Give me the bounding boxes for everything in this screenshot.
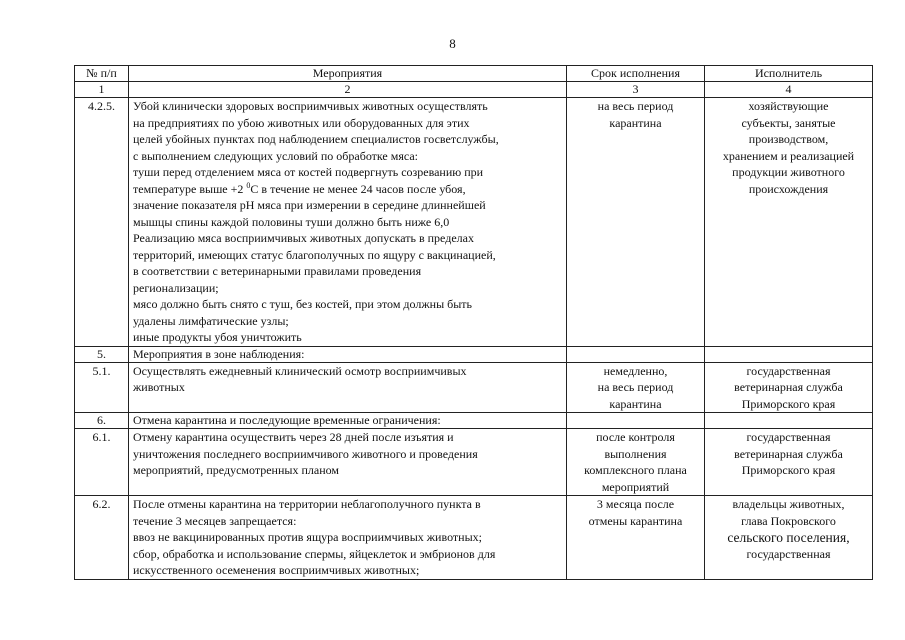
section-number: 6. [75,413,129,429]
empty-cell [567,346,705,362]
executor-line: субъекты, занятые [741,115,836,130]
text-line: животных [133,380,185,394]
row-deadline [567,362,705,413]
section-row [75,413,873,429]
column-number-1: 1 [75,82,129,98]
table-header-row [75,66,873,82]
deadline-line: карантина [609,396,662,411]
text-line: Убой клинически здоровых восприимчивых животных осуществлять [133,99,488,113]
text-line: Отмену карантина осуществить через 28 дней после изъятия и [133,430,454,444]
header-deadline: Срок исполнения [567,66,705,82]
row-number: 5.1. [75,362,129,413]
executor-line: сельского поселения, [727,530,850,545]
row-number: 6.2. [75,496,129,580]
executor-line: продукции животного [732,165,845,179]
text-line: мероприятий, предусмотренных планом [133,463,339,477]
executor-line: ветеринарная служба [734,446,843,461]
text-line: уничтожения последнего восприимчивого животного и проведения [133,446,478,461]
table-row [75,429,873,496]
section-title: Мероприятия в зоне наблюдения: [129,346,567,362]
column-number-4: 4 [705,82,873,98]
temperature-text: температуре выше +2 [133,181,244,196]
text-line: значение показателя pH мяса при измерении в середине длиннейшей [133,198,486,212]
header-number: № п/п [75,66,129,82]
text-line: Реализацию мяса восприимчивых животных допускать в пределах [133,231,474,245]
deadline-line: на весь период [597,380,674,394]
row-deadline [567,496,705,580]
empty-cell [705,346,873,362]
table-row [75,496,873,580]
executor-line: государственная [746,363,831,378]
text-line: Осуществлять ежедневный клинический осмотр восприимчивых [133,363,467,378]
row-measure-text [129,98,567,347]
executor-line: глава Покровского [741,513,836,528]
deadline-line: немедленно, [603,363,668,378]
row-number: 4.2.5. [75,98,129,347]
page-number: 8 [449,36,456,51]
empty-cell [567,413,705,429]
deadline-line: 3 месяца после [596,497,675,511]
row-executor [705,362,873,413]
column-number-2: 2 [129,82,567,98]
row-measure-text [129,496,567,580]
row-executor [705,496,873,580]
degree-superscript: 0 [246,180,251,190]
table-row [75,362,873,413]
text-line: течение 3 месяцев запрещается: [133,513,297,528]
executor-line: государственная [746,430,831,444]
row-measure-text [129,362,567,413]
empty-cell [705,413,873,429]
row-executor [705,98,873,347]
executor-line: происхождения [748,181,829,196]
executor-line: Приморского края [741,396,836,411]
deadline-line: на весь период [597,99,674,113]
temperature-line [133,181,562,198]
deadline-line: после контроля [596,430,675,444]
text-line: ввоз не вакцинированных против ящура восприимчивых животных; [133,530,482,544]
row-deadline [567,429,705,496]
text-line: мясо должно быть снято с туш, без костей, при этом должны быть [133,297,473,311]
text-line: целей убойных пунктах под наблюдением специалистов госветслужбы, [133,132,499,146]
measures-table [74,65,873,580]
text-line: регионализации; [133,280,219,295]
text-line: на предприятиях по убою животных или оборудованных для этих [133,115,470,130]
table-row [75,98,873,347]
deadline-line: мероприятий [601,479,670,494]
deadline-line: карантина [609,115,662,130]
header-measures: Мероприятия [129,66,567,82]
text-line: удалены лимфатические узлы; [133,313,289,328]
executor-line: владельцы животных, [732,497,845,511]
text-line: с выполнением следующих условий по обработке мяса: [133,148,419,163]
deadline-line: выполнения [604,446,667,461]
column-numbers-row [75,82,873,98]
temperature-text-after: С в течение не менее 24 часов после убоя, [250,181,466,196]
row-measure-text [129,429,567,496]
text-line: туши перед отделением мяса от костей подвергнуть созреванию при [133,165,484,179]
text-line: После отмены карантина на территории неблагополучного пункта в [133,497,481,511]
text-line: территорий, имеющих статус благополучных по ящуру с вакцинацией, [133,247,496,262]
text-line: иные продукты убоя уничтожить [133,330,302,344]
text-line: в соответствии с ветеринарными правилами проведения [133,264,422,278]
executor-line: государственная [746,547,831,561]
section-row [75,346,873,362]
row-deadline [567,98,705,347]
executor-line: ветеринарная служба [734,380,843,394]
section-title: Отмена карантина и последующие временные ограничения: [129,413,567,429]
deadline-line: комплексного плана [584,463,687,477]
column-number-3: 3 [567,82,705,98]
executor-line: хранением и реализацией [722,148,855,163]
row-executor [705,429,873,496]
executor-line: Приморского края [741,463,836,477]
deadline-line: отмены карантина [588,513,683,528]
row-number: 6.1. [75,429,129,496]
text-line: сбор, обработка и использование спермы, яйцеклеток и эмбрионов для [133,546,496,561]
header-executor: Исполнитель [705,66,873,82]
section-number: 5. [75,346,129,362]
text-line: мышцы спины каждой половины туши должно быть ниже 6,0 [133,214,450,229]
executor-line: хозяйствующие [748,99,829,113]
executor-line: производством, [748,132,829,146]
text-line: искусственного осеменения восприимчивых животных; [133,563,420,577]
